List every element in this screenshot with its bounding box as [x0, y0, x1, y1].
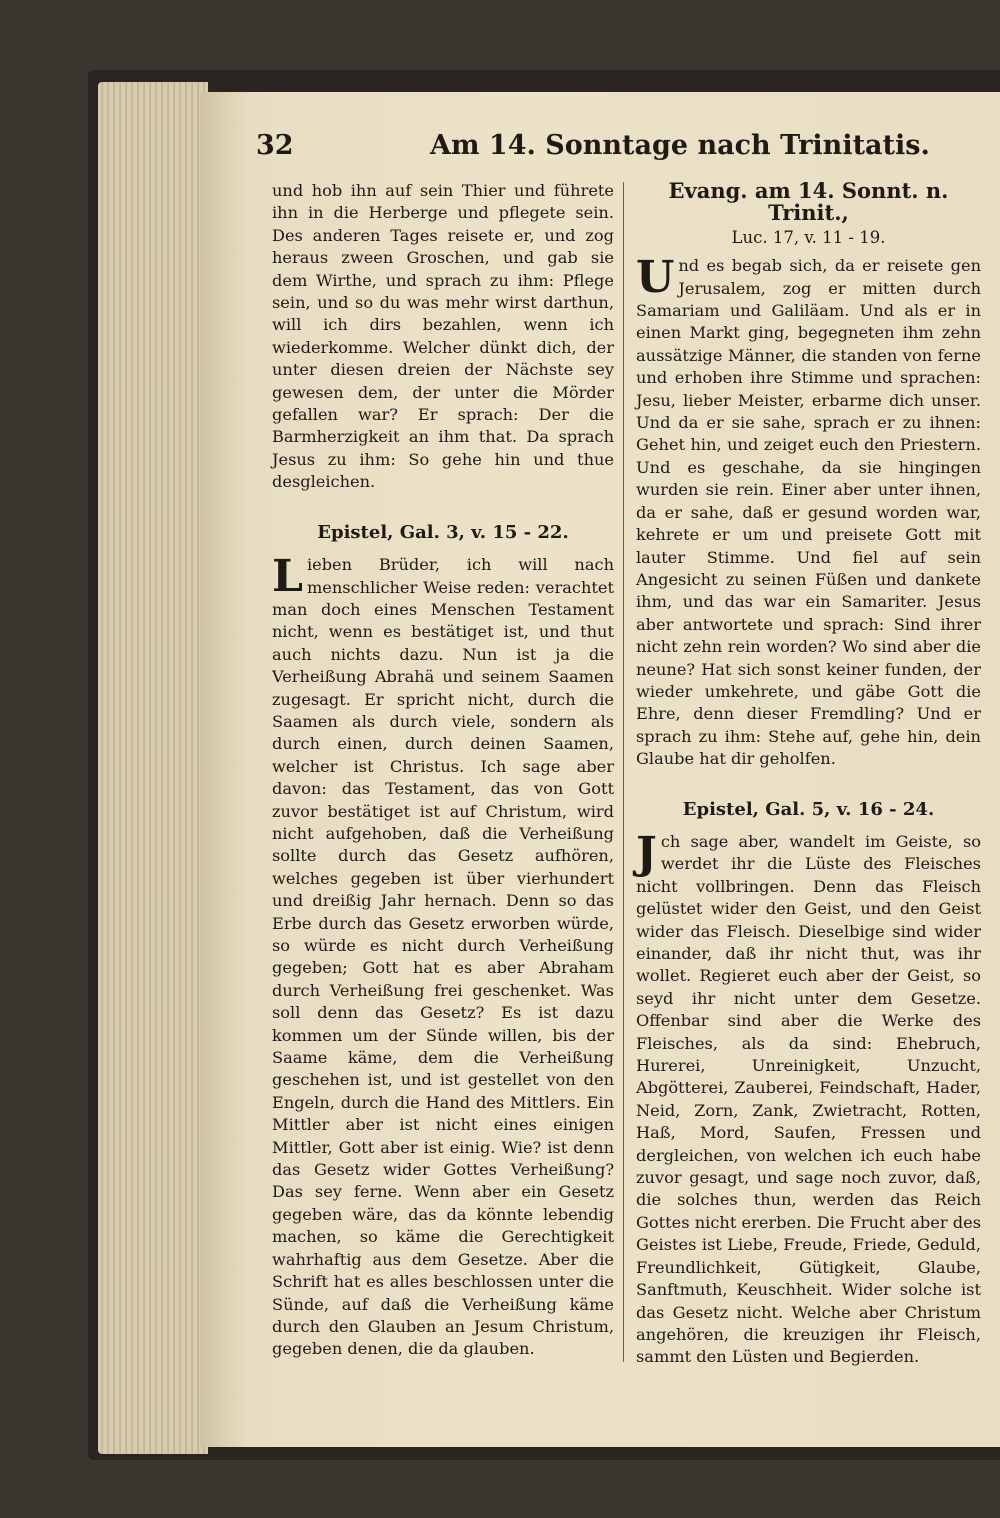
page-header: [200, 130, 1000, 170]
epistle-heading-right: Epistel, Gal. 5, v. 16 - 24.: [682, 798, 935, 820]
dropcap-gospel: U: [636, 252, 675, 304]
left-column: [272, 180, 614, 1361]
gospel-right-text: nd es begab sich, da er reisete gen Jerusalem, zog er mitten durch Samariam und Galiläam. Und als er in einen Markt ging, begegneten ihm zehn aussätzige Männer, die standen von ferne und erhoben ihre Stimme und sprachen: Jesu, lieber Meister, erbarme dich unser. Und da er sie sahe, sprach er zu ihnen: Gehet hin, und zeiget euch den Priestern. Und es geschahe, da sie hingingen wurden sie rein. Einer aber unter ihnen, da er sahe, daß er gesund worden war, kehrete er um und preisete Gott mit lauter Stimme. Und fiel auf sein Angesicht zu seinen Füßen und dankete ihm, und das war ein Samariter. Jesus aber antwortete und sprach: Sind ihrer nicht zehn rein worden? Wo sind aber die neune? Hat sich sonst keiner funden, der wieder umkehrete, und gäbe Gott die Ehre, denn dieser Fremdling? Und er sprach zu ihm: Stehe auf, gehe hin, dein Glaube hat dir geholfen.: [636, 256, 981, 769]
epistle-right-text: ch sage aber, wandelt im Geiste, so werdet ihr die Lüste des Fleisches nicht vollbringen. Denn das Fleisch gelüstet wider den Geist, und den Geist wider das Fleisch. Dieselbige sind wider einander, daß ihr nicht thut, was ihr wollet. Regieret euch aber der Geist, so seyd ihr nicht unter dem Gesetze. Offenbar sind aber die Werke des Fleisches, als da sind: Ehebruch, Hurerei, Unreinigkeit, Unzucht, Abgötterei, Zauberei, Feindschaft, Hader, Neid, Zorn, Zank, Zwietracht, Rotten, Haß, Mord, Saufen, Fressen und dergleichen, von welchen ich euch habe zuvor gesagt, und sage noch zuvor, daß, die solches thun, werden das Reich Gottes nicht ererben. Die Frucht aber des Geistes ist Liebe, Freude, Friede, Geduld, Freundlichkeit, Gütigkeit, Glaube, Sanftmuth, Keuschheit. Wider solche ist das Gesetz nicht. Welche aber Christum angehören, die kreuzigen ihr Fleisch, sammt den Lüsten und Begierden.: [636, 831, 981, 1367]
page-number: 32: [256, 130, 294, 161]
page-edges: [98, 82, 208, 1454]
gospel-reference: Luc. 17, v. 11 - 19.: [731, 227, 886, 247]
right-column: [636, 180, 981, 1369]
epistle-right: [636, 827, 981, 1369]
book-page: [200, 92, 1000, 1447]
gospel-heading: Evang. am 14. Sonnt. n. Trinit.,: [668, 178, 949, 226]
dropcap-right: J: [636, 827, 657, 879]
gospel-right: [636, 252, 981, 770]
running-head: Am 14. Sonntage nach Trinitatis.: [430, 130, 930, 161]
gospel-continuation: und hob ihn auf sein Thier und führete ihn in die Herberge und pflegete sein. Des anderen Tages reisete er, und zog heraus zween Groschen, und gab sie dem Wirthe, und sprach zu ihm: Pflege sein, und so du was mehr wirst darthun, will ich dirs bezahlen, wenn ich wiederkomme. Welcher dünkt dich, der unter diesen dreien der Nächste sey gewesen dem, der unter die Mörder gefallen war? Er sprach: Der die Barmherzigkeit an ihm that. Da sprach Jesus zu ihm: So gehe hin und thue desgleichen.: [272, 181, 614, 492]
epistle-heading-left: Epistel, Gal. 3, v. 15 - 22.: [317, 521, 569, 543]
dropcap-left: L: [272, 551, 303, 603]
column-divider: [623, 182, 624, 1362]
epistle-left-text: ieben Brüder, ich will nach menschlicher Weise reden: verachtet man doch eines Menschen Testament nicht, wenn es bestätiget ist, und thut auch nichts dazu. Nun ist ja die Verheißung Abrahä und seinem Saamen zugesagt. Er spricht nicht, durch die Saamen als durch viele, sondern als durch einen, durch deinen Saamen, welcher ist Christus. Ich sage aber davon: das Testament, das von Gott zuvor bestätiget ist auf Christum, wird nicht aufgehoben, daß die Verheißung sollte durch das Gesetz aufhören, welches gegeben ist über vierhundert und dreißig Jahr hernach. Denn so das Erbe durch das Gesetz erworben würde, so würde es nicht durch Verheißung gegeben; Gott hat es aber Abraham durch Verheißung frei geschenket. Was soll denn das Gesetz? Es ist dazu kommen um der Sünde willen, bis der Saame käme, dem die Verheißung geschehen ist, und ist gestellet von den Engeln, durch die Hand des Mittlers. Ein Mittler aber ist nicht eines einigen Mittler, Gott aber ist einig. Wie? ist denn das Gesetz wider Gottes Verheißung? Das sey ferne. Wenn aber ein Gesetz gegeben wäre, das da könnte lebendig machen, so käme die Gerechtigkeit wahrhaftig aus dem Gesetze. Aber die Schrift hat es alles beschlossen unter die Sünde, auf daß die Verheißung käme durch den Glauben an Jesum Christum, gegeben denen, die da glauben.: [272, 555, 614, 1359]
epistle-left: [272, 551, 614, 1361]
